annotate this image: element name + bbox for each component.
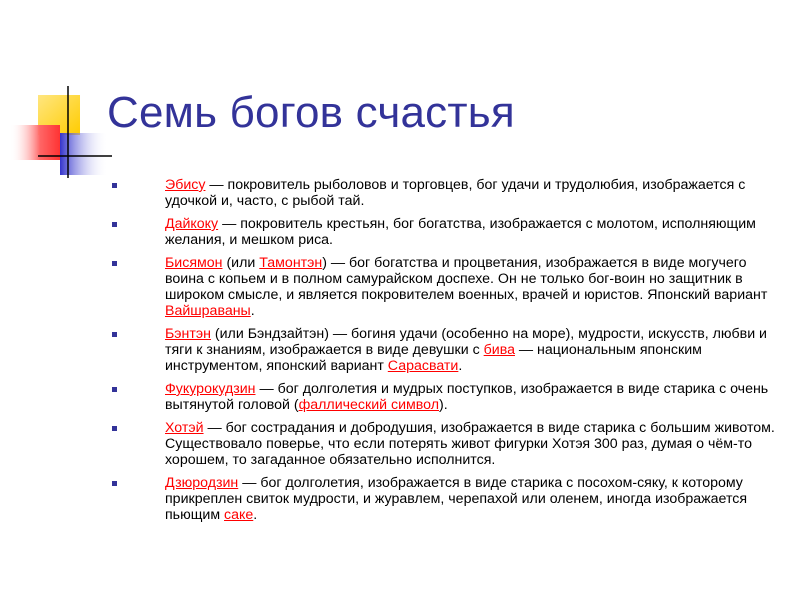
wiki-link[interactable]: бива [483, 342, 515, 358]
red-square [10, 125, 60, 160]
square-bullet-icon [112, 332, 117, 337]
list-item [108, 475, 788, 523]
list-item [108, 381, 788, 413]
item-text: (или Бэндзайтэн) — богиня удачи (особенно на море), мудрости, искусств, любви и тяги к знаниям, изображается в виде девушки с [165, 326, 767, 358]
square-bullet-icon [112, 183, 117, 188]
blue-square [60, 133, 108, 175]
wiki-link[interactable]: Вайшраваны [165, 303, 251, 319]
square-bullet-icon [112, 426, 117, 431]
square-bullet-icon [112, 481, 117, 486]
item-text: . [250, 303, 255, 319]
list-item [108, 216, 788, 248]
wiki-link[interactable]: Бисямон [165, 255, 223, 271]
wiki-link[interactable]: Тамонтэн [259, 255, 323, 271]
list-item [108, 420, 788, 468]
wiki-link[interactable]: Фукурокудзин [165, 381, 256, 397]
item-text: — национальным японским инструментом, японский вариант [165, 342, 702, 374]
slide-title: Семь богов счастья [107, 88, 515, 137]
square-bullet-icon [112, 222, 117, 227]
wiki-link[interactable]: Дзюродзин [165, 475, 239, 491]
wiki-link[interactable]: фаллический символ [298, 397, 440, 413]
wiki-link[interactable]: саке [224, 507, 254, 523]
item-text: ) — бог богатства и процветания, изображается в виде могучего воина с копьем и в полном самурайском доспехе. Он не только бог-воин но защитник в широком смысле, и является покровителем военных, врачей и юристов. Японский вариант [165, 255, 768, 303]
item-text: (или [222, 255, 260, 271]
wiki-link[interactable]: Дайкоку [165, 216, 219, 232]
item-text: ). [439, 397, 448, 413]
list-item [108, 255, 788, 319]
list-item [108, 326, 788, 374]
list-item [108, 177, 788, 209]
square-bullet-icon [112, 261, 117, 266]
wiki-link[interactable]: Эбису [165, 177, 206, 193]
wiki-link[interactable]: Хотэй [165, 420, 204, 436]
item-text: . [458, 358, 463, 374]
item-text: — бог долголетия, изображается в виде старика с посохом-сяку, к которому прикреплен свиток мудрости, и журавлем, черепахой или оленем, иногда изображается пьющим [165, 475, 748, 523]
square-bullet-icon [112, 387, 117, 392]
wiki-link[interactable]: Бэнтэн [165, 326, 211, 342]
item-text: — покровитель крестьян, бог богатства, изображается с молотом, исполняющим желания, и мешком риса. [165, 216, 756, 248]
wiki-link[interactable]: Сарасвати [387, 358, 459, 374]
item-text: — покровитель рыболовов и торговцев, бог удачи и трудолюбия, изображается с удочкой и, часто, с рыбой тай. [165, 177, 746, 209]
gods-list [108, 177, 788, 530]
item-text: — бог долголетия и мудрых поступков, изображается в виде старика с очень вытянутой головой ( [165, 381, 769, 413]
item-text: — бог сострадания и добродушия, изображается в виде старика с большим животом. Существовало поверье, что если потерять живот фигурки Хотэя 300 раз, думая о чём-то хорошем, то загаданное обязательно исполнится. [165, 420, 775, 468]
decorative-squares-graphic [0, 0, 120, 190]
item-text: . [253, 507, 258, 523]
